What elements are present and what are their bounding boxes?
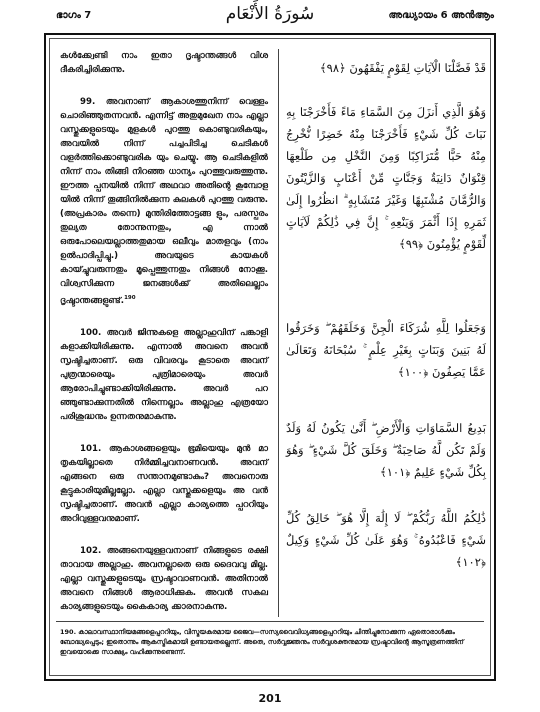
translation-paragraph-101: 101. ആകാശങ്ങളെയും ഭൂമിയെയും മുൻ മാ തൃകയില്ലാതെ നിർമ്മിച്ചവനാണവൻ. അവന് എങ്ങനെ ഒരു സന്താനമുണ്ടാകും? അവനൊരു കൂട്ടുകാരിയുമില്ലല്ലോ. എല്ലാ വസ്തുക്കളെയും അ വൻ സൃഷ്ടിച്ചതാണ്. അവൻ എല്ലാ കാര്യത്തെ പ്പററിയും അറിവുള്ളവനുമാണ്. [60,443,268,524]
arabic-verse-98: قَدْ فَصَّلْنَا الْآيَاتِ لِقَوْمٍ يَفْقَهُونَ ﴿٩٨﴾ [319,61,486,75]
footnote-190: 190. കാലാവസ്ഥാനിയമങ്ങളെപ്പററിയും, വിസ്മയകരമായ ജൈവ—സസ്യവൈവിധ്യങ്ങളെപ്പററിയും ചിന്തിച്ചുനോക്കുന്ന ഏതൊരാൾക്കും ബോദ്ധ്യപ്പെടും; ഇതൊന്നും ആകസ്മികമായി ഉണ്ടായതല്ലെന്ന്. അതെ, സർവ്വജ്ഞനും സർവ്വശക്തനുമായ സ്രഷ്ടാവിന്റെ ആസൂത്രണത്തിന് ഇവയൊക്കെ സാക്ഷ്യം വഹിക്കുന്നുണ്ടെന്ന്. [60,628,464,656]
chapter-label: അദ്ധ്യായം 6 അൻആം [388,10,494,21]
malayalam-translation-column [60,49,268,632]
surah-title: سُورَةُ الأَنْعَام [225,4,315,24]
footnote-rule [56,621,484,622]
translation-paragraph: കൾക്ക്വേണ്ടി നാം ഇതാ ദൃഷ്ടാന്തങ്ങൾ വിശ ദീകരിച്ചിരിക്കുന്നു. [60,51,268,75]
arabic-verse-101: بَدِيعُ السَّمَاوَاتِ وَالْأَرْضِ ۖ أَنَّىٰ يَكُونُ لَهُ وَلَدٌ وَلَمْ تَكُن لَّهُ صَاحِبَةٌ ۖ وَخَلَقَ كُلَّ شَيْءٍ ۖ وَهُوَ بِكُلِّ شَيْءٍ عَلِيمٌ ﴿١٠١﴾ [286,421,486,479]
part-label: ഭാഗം 7 [56,10,92,21]
page-frame [44,33,496,681]
translation-paragraph-100: 100. അവർ ജിന്നുകളെ അല്ലാഹുവിന് പങ്കാളി കളാക്കിയിരിക്കുന്നു. എന്നാൽ അവനെ അവൻ സൃഷ്ടിച്ചതാണ്. ഒരു വിവരവും കൂടാതെ അവന് പുത്രന്മാരെയും പുത്രിമാരെയും അവർ ആരോപിച്ചുണ്ടാക്കിയിരിക്കുന്നു. അവർ പറ ഞ്ഞുണ്ടാക്കുന്നതിൽ നിന്നെല്ലാം അല്ലാഹു എത്രയോ പരിശുദ്ധനും ഉന്നതനുമാകുന്നു. [60,327,268,422]
arabic-verse-102: ذَٰلِكُمُ اللَّهُ رَبُّكُمْ ۖ لَا إِلَٰهَ إِلَّا هُوَ ۖ خَالِقُ كُلِّ شَيْءٍ فَاعْبُدُوهُ ۚ وَهُوَ عَلَىٰ كُلِّ شَيْءٍ وَكِيلٌ ﴿١٠٢﴾ [286,511,486,569]
arabic-text-column [286,49,486,619]
arabic-verse-100: وَجَعَلُوا لِلَّهِ شُرَكَاءَ الْجِنَّ وَخَلَقَهُمْ ۖ وَخَرَقُوا لَهُ بَنِينَ وَبَنَاتٍ بِغَيْرِ عِلْمٍ ۚ سُبْحَانَهُ وَتَعَالَىٰ عَمَّا يَصِفُونَ ﴿١٠٠﴾ [286,321,486,379]
page-number: 201 [258,692,282,705]
translation-paragraph-99 [60,95,268,308]
verse-99-text: 99. അവനാണ് ആകാശത്തുനിന്ന് വെള്ളം ചൊരിഞ്ഞുതന്നവൻ. എന്നിട്ട് അതുമുഖേന നാം എല്ലാ വസ്തുക്കളുടെയും മുളകൾ പുറത്തു കൊണ്ടുവരികയും, അവയിൽ നിന്ന് പച്ചപിടിച്ച ചെടികൾ വളർത്തിക്കൊണ്ടുവരിക യും ചെയ്യു. ആ ചെടികളിൽ നിന്ന് നാം തിങ്ങി നിറഞ്ഞ ധാന്യം പുറത്തുവരുത്തുന്നു. ഈത്ത പ്പനയിൽ നിന്ന് അഥവാ അതിന്റെ കൂമ്പോള യിൽ നിന്ന് തൂങ്ങിനിൽക്കുന്ന കുലകൾ പുറത്തു വരുന്നു. (അപ്രകാരം തന്നെ) മുന്തിരിത്തോട്ടങ്ങ ളും, പരസ്പരം തുല്യത തോന്നുന്നതും, എ ന്നാൽ ഒരുപോലെയല്ലാത്തതുമായ ഒലീവും മാതളവും (നാം ഉൽപാദിപ്പിച്ചു.) അവയുടെ കായകൾ കായ്ച്ചുവരുന്നതും മൂപ്പെത്തുന്നതും നിങ്ങൾ നോക്കൂ. വിശ്വസിക്കുന്ന ജനങ്ങൾക്ക് അതിലെല്ലാം ദൃഷ്ടാന്തങ്ങളുണ്ട്. [60,97,268,306]
arabic-verse-99: وَهُوَ الَّذِي أَنزَلَ مِنَ السَّمَاءِ مَاءً فَأَخْرَجْنَا بِهِ نَبَاتَ كُلِّ شَيْءٍ فَأَخْرَجْنَا مِنْهُ خَضِرًا نُّخْرِجُ مِنْهُ حَبًّا مُّتَرَاكِبًا وَمِنَ النَّخْلِ مِن طَلْعِهَا قِنْوَانٌ دَانِيَةٌ وَجَنَّاتٍ مِّنْ أَعْنَابٍ وَالزَّيْتُونَ وَالرُّمَّانَ مُشْتَبِهًا وَغَيْرَ مُتَشَابِهٍ ۗ انظُرُوا إِلَىٰ ثَمَرِهِ إِذَا أَثْمَرَ وَيَنْعِهِ ۚ إِنَّ فِي ذَٰلِكُمْ لَآيَاتٍ لِّقَوْمٍ يُؤْمِنُونَ ﴿٩٩﴾ [286,105,486,251]
translation-paragraph-102: 102. അങ്ങനെയുള്ളവനാണ് നിങ്ങളുടെ രക്ഷി താവായ അല്ലാഹു. അവനല്ലാതെ ഒരു ദൈവവു മില്ല. എല്ലാ വസ്തുക്കളുടെയും സ്രഷ്ടാവാണവൻ. അതിനാൽ അവനെ നിങ്ങൾ ആരാധിക്കുക. അവൻ സകല കാര്യങ്ങളുടെയും കൈകാര്യ ക്കാരനാകുന്നു. [60,545,268,612]
footnote-marker[interactable]: 190 [124,295,136,301]
column-divider [278,49,279,617]
